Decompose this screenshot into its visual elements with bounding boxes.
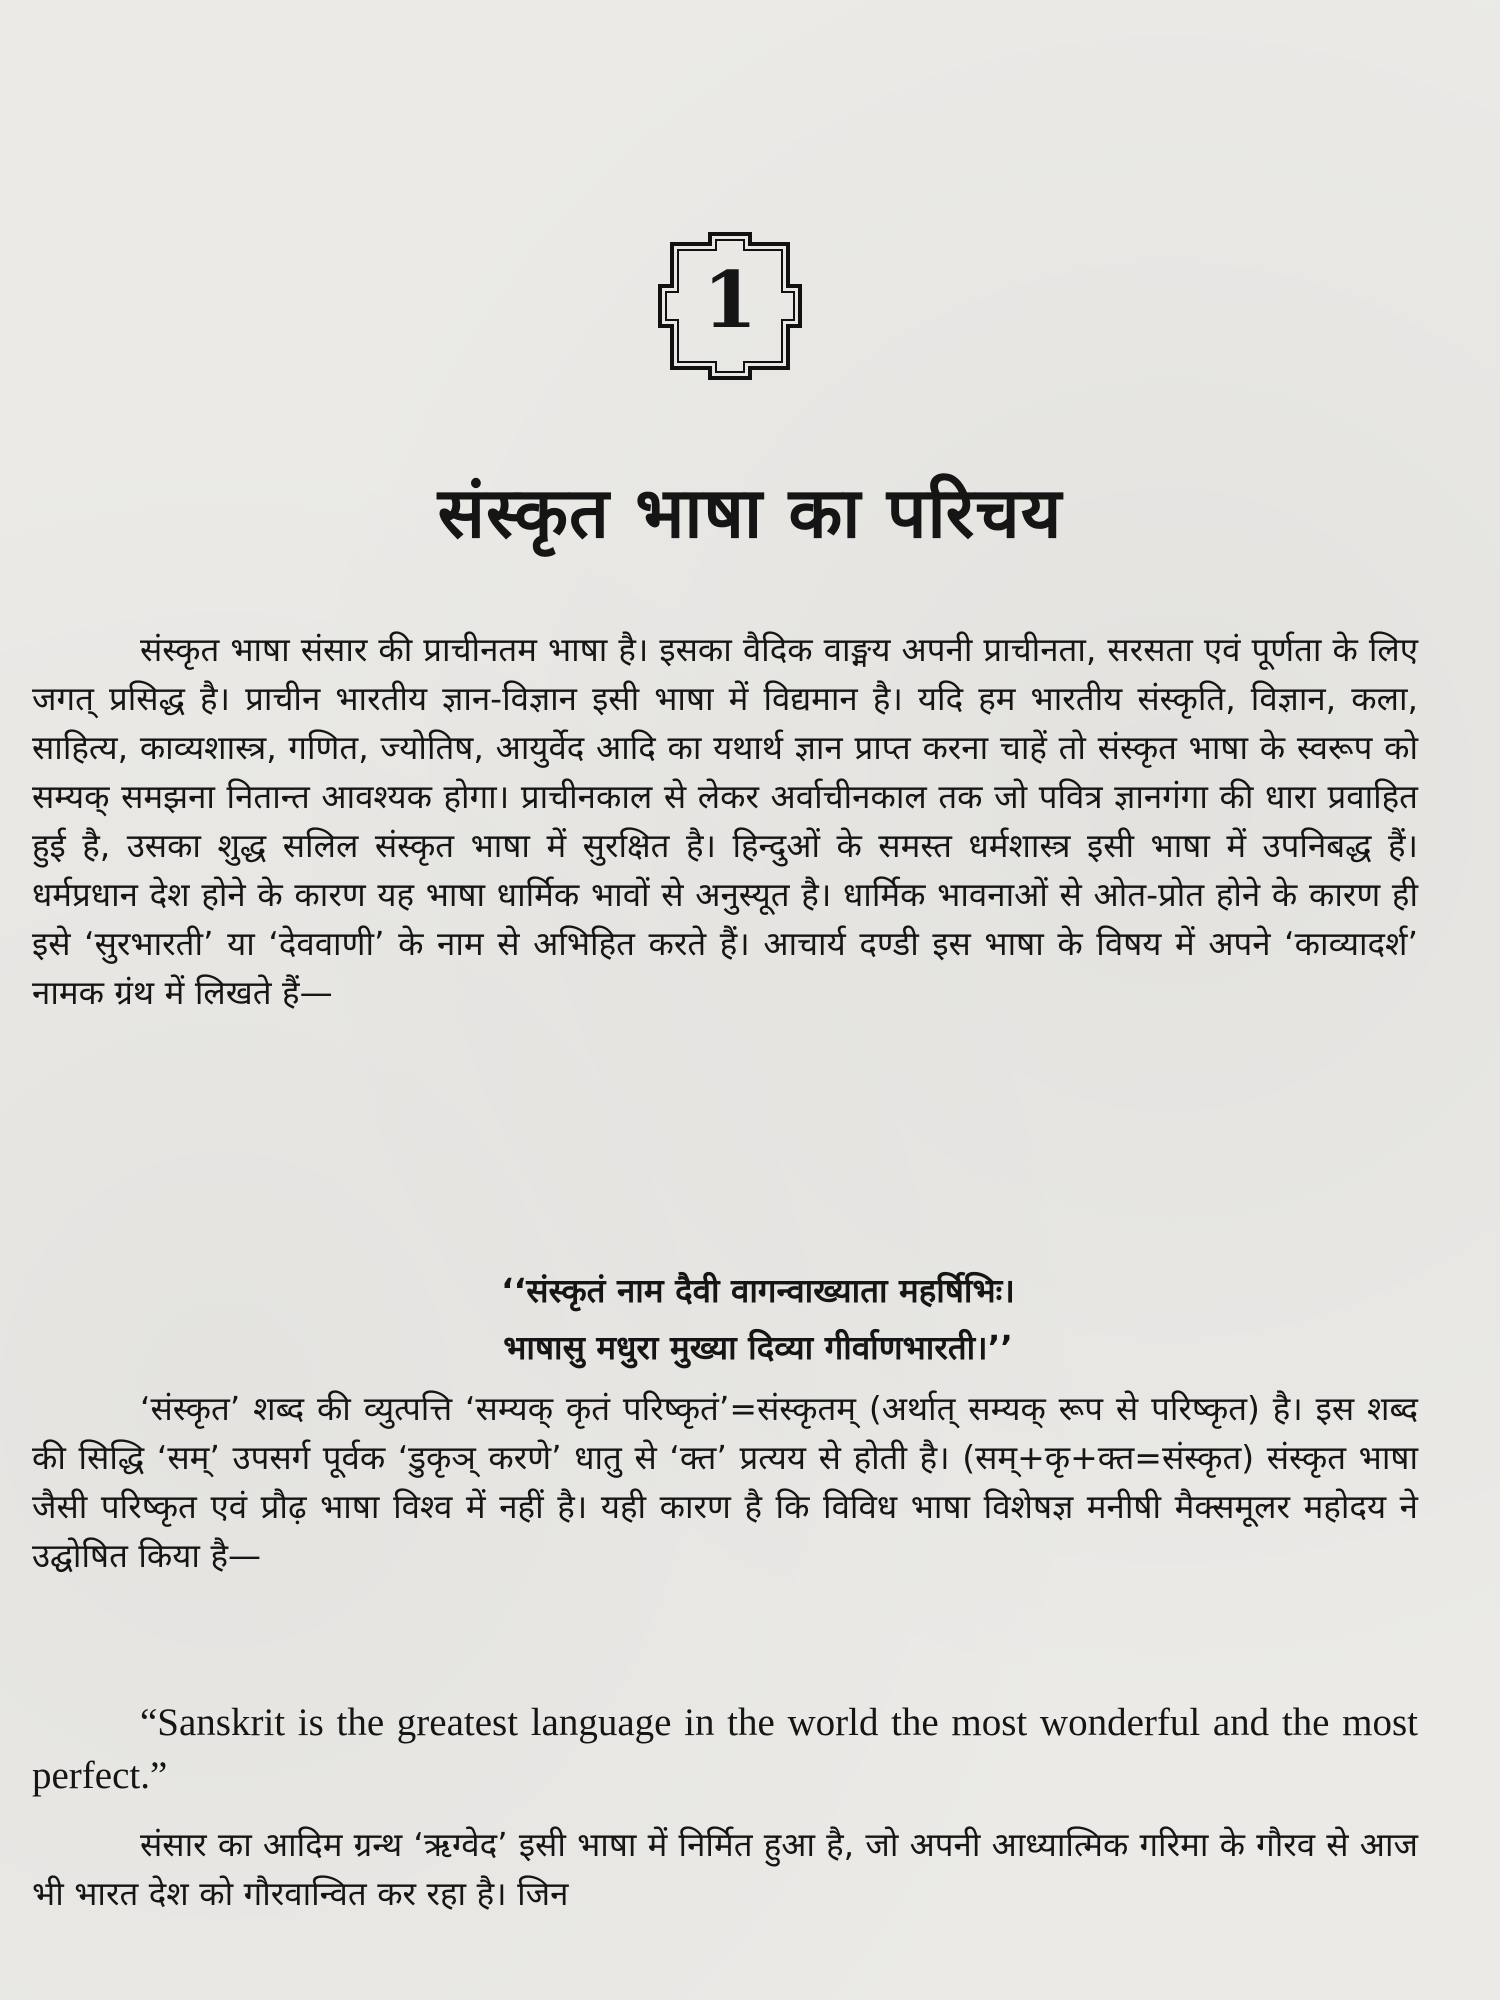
paragraph-etymology: ‘संस्कृत’ शब्द की व्युत्पत्ति ‘सम्यक् कृतं परिष्कृतं’=संस्कृतम् (अर्थात् सम्यक् रूप से परिष्कृत) है। इस शब्द की सिद्धि ‘सम्’ उपसर्ग पूर्वक ‘डुकृञ् करणे’ धातु से ‘क्त’ प्रत्यय से होती है। (सम्+कृ+क्त=संस्कृत) संस्कृत भाषा जैसी परिष्कृत एवं प्रौढ़ भाषा विश्व में नहीं है। यही कारण है कि विविध भाषा विशेषज्ञ मनीषी मैक्समूलर महोदय ने उद्घोषित किया है—: [32, 1389, 1418, 1575]
verse-line-2: भाषासु मधुरा मुख्या दिव्या गीर्वाणभारती।’’: [503, 1328, 1013, 1367]
chapter-number-frame: [650, 226, 810, 386]
chapter-number: 1: [702, 255, 758, 346]
chapter-title: संस्कृत भाषा का परिचय: [437, 472, 1063, 554]
english-quote: “Sanskrit is the greatest language in the world the most wonderful and the most perfect.”: [32, 1701, 1418, 1797]
paragraph-rigveda: संसार का आदिम ग्रन्थ ‘ऋग्वेद’ इसी भाषा में निर्मित हुआ है, जो अपनी आध्यात्मिक गरिमा के गौरव से आज भी भारत देश को गौरवान्वित कर रहा है। जिन: [32, 1825, 1418, 1913]
paragraph-intro: संस्कृत भाषा संसार की प्राचीनतम भाषा है। इसका वैदिक वाङ्मय अपनी प्राचीनता, सरसता एवं पूर्णता के लिए जगत् प्रसिद्ध है। प्राचीन भारतीय ज्ञान-विज्ञान इसी भाषा में विद्यमान है। यदि हम भारतीय संस्कृति, विज्ञान, कला, साहित्य, काव्यशास्त्र, गणित, ज्योतिष, आयुर्वेद आदि का यथार्थ ज्ञान प्राप्त करना चाहें तो संस्कृत भाषा के स्वरूप को सम्यक् समझना नितान्त आवश्यक होगा। प्राचीनकाल से लेकर अर्वाचीनकाल तक जो पवित्र ज्ञानगंगा की धारा प्रवाहित हुई है, उसका शुद्ध सलिल संस्कृत भाषा में सुरक्षित है। हिन्दुओं के समस्त धर्मशास्त्र इसी भाषा में उपनिबद्ध हैं। धर्मप्रधान देश होने के कारण यह भाषा धार्मिक भावों से अनुस्यूत है। धार्मिक भावनाओं से ओत-प्रोत होने के कारण ही इसे ‘सुरभारती’ या ‘देववाणी’ के नाम से अभिहित करते हैं। आचार्य दण्डी इस भाषा के विषय में अपने ‘काव्यादर्श’ नामक ग्रंथ में लिखते हैं—: [32, 630, 1418, 1012]
verse-line-1: ‘‘संस्कृतं नाम दैवी वागन्वाख्याता महर्षिभिः।: [501, 1271, 1015, 1310]
